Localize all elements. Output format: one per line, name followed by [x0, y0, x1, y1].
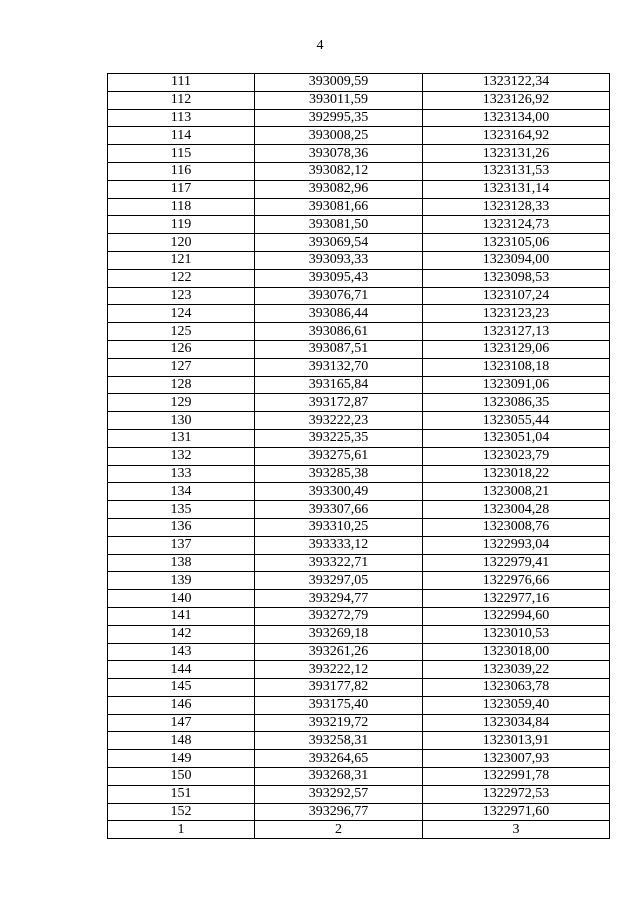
- y-coordinate-cell: 1323131,26: [423, 145, 610, 163]
- x-coordinate-cell: 393087,51: [255, 340, 423, 358]
- point-number-cell: 151: [108, 785, 255, 803]
- x-coordinate-cell: 393095,43: [255, 269, 423, 287]
- y-coordinate-cell: 1323008,76: [423, 518, 610, 536]
- point-number-cell: 121: [108, 251, 255, 269]
- point-number-cell: 138: [108, 554, 255, 572]
- point-number-cell: 135: [108, 501, 255, 519]
- x-coordinate-cell: 393086,44: [255, 305, 423, 323]
- x-coordinate-cell: 393264,65: [255, 750, 423, 768]
- y-coordinate-cell: 1323164,92: [423, 127, 610, 145]
- table-row: [108, 732, 610, 750]
- column-number-row: [108, 821, 610, 839]
- y-coordinate-cell: 1323105,06: [423, 234, 610, 252]
- column-number-cell: 2: [255, 821, 423, 839]
- y-coordinate-cell: 1323018,00: [423, 643, 610, 661]
- point-number-cell: 147: [108, 714, 255, 732]
- point-number-cell: 152: [108, 803, 255, 821]
- table-row: [108, 162, 610, 180]
- x-coordinate-cell: 393082,12: [255, 162, 423, 180]
- y-coordinate-cell: 1323098,53: [423, 269, 610, 287]
- table-row: [108, 768, 610, 786]
- table-row: [108, 216, 610, 234]
- point-number-cell: 116: [108, 162, 255, 180]
- x-coordinate-cell: 393261,26: [255, 643, 423, 661]
- point-number-cell: 149: [108, 750, 255, 768]
- x-coordinate-cell: 393269,18: [255, 625, 423, 643]
- point-number-cell: 125: [108, 323, 255, 341]
- y-coordinate-cell: 1323131,53: [423, 162, 610, 180]
- table-row: [108, 696, 610, 714]
- x-coordinate-cell: 393222,23: [255, 412, 423, 430]
- point-number-cell: 117: [108, 180, 255, 198]
- x-coordinate-cell: 393086,61: [255, 323, 423, 341]
- x-coordinate-cell: 393310,25: [255, 518, 423, 536]
- table-row: [108, 91, 610, 109]
- x-coordinate-cell: 393296,77: [255, 803, 423, 821]
- x-coordinate-cell: 393292,57: [255, 785, 423, 803]
- point-number-cell: 137: [108, 536, 255, 554]
- y-coordinate-cell: 1323004,28: [423, 501, 610, 519]
- y-coordinate-cell: 1322991,78: [423, 768, 610, 786]
- y-coordinate-cell: 1323018,22: [423, 465, 610, 483]
- table-row: [108, 412, 610, 430]
- y-coordinate-cell: 1323123,23: [423, 305, 610, 323]
- table-row: [108, 287, 610, 305]
- point-number-cell: 126: [108, 340, 255, 358]
- y-coordinate-cell: 1323023,79: [423, 447, 610, 465]
- point-number-cell: 140: [108, 590, 255, 608]
- point-number-cell: 146: [108, 696, 255, 714]
- table-row: [108, 376, 610, 394]
- column-number-cell: 1: [108, 821, 255, 839]
- table-row: [108, 127, 610, 145]
- coordinates-table-body: [108, 74, 610, 839]
- point-number-cell: 122: [108, 269, 255, 287]
- table-row: [108, 501, 610, 519]
- y-coordinate-cell: 1322979,41: [423, 554, 610, 572]
- table-row: [108, 785, 610, 803]
- point-number-cell: 133: [108, 465, 255, 483]
- table-row: [108, 750, 610, 768]
- point-number-cell: 148: [108, 732, 255, 750]
- point-number-cell: 128: [108, 376, 255, 394]
- x-coordinate-cell: 393011,59: [255, 91, 423, 109]
- x-coordinate-cell: 393307,66: [255, 501, 423, 519]
- table-row: [108, 234, 610, 252]
- point-number-cell: 119: [108, 216, 255, 234]
- point-number-cell: 123: [108, 287, 255, 305]
- table-row: [108, 679, 610, 697]
- x-coordinate-cell: 393175,40: [255, 696, 423, 714]
- y-coordinate-cell: 1322972,53: [423, 785, 610, 803]
- y-coordinate-cell: 1323127,13: [423, 323, 610, 341]
- y-coordinate-cell: 1323055,44: [423, 412, 610, 430]
- point-number-cell: 115: [108, 145, 255, 163]
- y-coordinate-cell: 1323129,06: [423, 340, 610, 358]
- x-coordinate-cell: 393081,66: [255, 198, 423, 216]
- table-row: [108, 518, 610, 536]
- x-coordinate-cell: 393322,71: [255, 554, 423, 572]
- table-row: [108, 269, 610, 287]
- point-number-cell: 124: [108, 305, 255, 323]
- x-coordinate-cell: 393093,33: [255, 251, 423, 269]
- x-coordinate-cell: 393219,72: [255, 714, 423, 732]
- page-number: 4: [316, 38, 324, 53]
- y-coordinate-cell: 1323063,78: [423, 679, 610, 697]
- y-coordinate-cell: 1323010,53: [423, 625, 610, 643]
- x-coordinate-cell: 393258,31: [255, 732, 423, 750]
- x-coordinate-cell: 393069,54: [255, 234, 423, 252]
- table-row: [108, 447, 610, 465]
- x-coordinate-cell: 393172,87: [255, 394, 423, 412]
- y-coordinate-cell: 1323128,33: [423, 198, 610, 216]
- y-coordinate-cell: 1323094,00: [423, 251, 610, 269]
- table-row: [108, 590, 610, 608]
- table-row: [108, 643, 610, 661]
- x-coordinate-cell: 393333,12: [255, 536, 423, 554]
- table-row: [108, 251, 610, 269]
- x-coordinate-cell: 393300,49: [255, 483, 423, 501]
- y-coordinate-cell: 1322976,66: [423, 572, 610, 590]
- point-number-cell: 127: [108, 358, 255, 376]
- y-coordinate-cell: 1322977,16: [423, 590, 610, 608]
- y-coordinate-cell: 1322994,60: [423, 607, 610, 625]
- table-row: [108, 483, 610, 501]
- table-row: [108, 74, 610, 92]
- y-coordinate-cell: 1323008,21: [423, 483, 610, 501]
- point-number-cell: 130: [108, 412, 255, 430]
- x-coordinate-cell: 392995,35: [255, 109, 423, 127]
- table-row: [108, 625, 610, 643]
- table-row: [108, 198, 610, 216]
- x-coordinate-cell: 393165,84: [255, 376, 423, 394]
- table-row: [108, 661, 610, 679]
- x-coordinate-cell: 393009,59: [255, 74, 423, 92]
- y-coordinate-cell: 1323007,93: [423, 750, 610, 768]
- x-coordinate-cell: 393285,38: [255, 465, 423, 483]
- y-coordinate-cell: 1323124,73: [423, 216, 610, 234]
- x-coordinate-cell: 393268,31: [255, 768, 423, 786]
- y-coordinate-cell: 1323051,04: [423, 429, 610, 447]
- y-coordinate-cell: 1323126,92: [423, 91, 610, 109]
- table-row: [108, 109, 610, 127]
- point-number-cell: 118: [108, 198, 255, 216]
- table-row: [108, 394, 610, 412]
- point-number-cell: 114: [108, 127, 255, 145]
- point-number-cell: 139: [108, 572, 255, 590]
- point-number-cell: 112: [108, 91, 255, 109]
- table-row: [108, 572, 610, 590]
- point-number-cell: 134: [108, 483, 255, 501]
- y-coordinate-cell: 1323091,06: [423, 376, 610, 394]
- y-coordinate-cell: 1323134,00: [423, 109, 610, 127]
- table-row: [108, 323, 610, 341]
- y-coordinate-cell: 1322993,04: [423, 536, 610, 554]
- y-coordinate-cell: 1323034,84: [423, 714, 610, 732]
- table-row: [108, 554, 610, 572]
- point-number-cell: 143: [108, 643, 255, 661]
- x-coordinate-cell: 393082,96: [255, 180, 423, 198]
- y-coordinate-cell: 1323122,34: [423, 74, 610, 92]
- point-number-cell: 111: [108, 74, 255, 92]
- table-row: [108, 803, 610, 821]
- table-row: [108, 536, 610, 554]
- table-row: [108, 465, 610, 483]
- y-coordinate-cell: 1322971,60: [423, 803, 610, 821]
- x-coordinate-cell: 393225,35: [255, 429, 423, 447]
- point-number-cell: 144: [108, 661, 255, 679]
- column-number-cell: 3: [423, 821, 610, 839]
- table-row: [108, 145, 610, 163]
- x-coordinate-cell: 393078,36: [255, 145, 423, 163]
- point-number-cell: 129: [108, 394, 255, 412]
- point-number-cell: 136: [108, 518, 255, 536]
- table-row: [108, 607, 610, 625]
- y-coordinate-cell: 1323108,18: [423, 358, 610, 376]
- y-coordinate-cell: 1323131,14: [423, 180, 610, 198]
- x-coordinate-cell: 393272,79: [255, 607, 423, 625]
- x-coordinate-cell: 393076,71: [255, 287, 423, 305]
- x-coordinate-cell: 393297,05: [255, 572, 423, 590]
- point-number-cell: 141: [108, 607, 255, 625]
- x-coordinate-cell: 393132,70: [255, 358, 423, 376]
- y-coordinate-cell: 1323013,91: [423, 732, 610, 750]
- y-coordinate-cell: 1323086,35: [423, 394, 610, 412]
- y-coordinate-cell: 1323107,24: [423, 287, 610, 305]
- table-row: [108, 358, 610, 376]
- x-coordinate-cell: 393177,82: [255, 679, 423, 697]
- table-row: [108, 340, 610, 358]
- coordinates-table: [107, 73, 610, 839]
- y-coordinate-cell: 1323059,40: [423, 696, 610, 714]
- y-coordinate-cell: 1323039,22: [423, 661, 610, 679]
- x-coordinate-cell: 393294,77: [255, 590, 423, 608]
- point-number-cell: 132: [108, 447, 255, 465]
- point-number-cell: 120: [108, 234, 255, 252]
- x-coordinate-cell: 393222,12: [255, 661, 423, 679]
- table-row: [108, 714, 610, 732]
- table-row: [108, 180, 610, 198]
- table-row: [108, 305, 610, 323]
- x-coordinate-cell: 393008,25: [255, 127, 423, 145]
- point-number-cell: 150: [108, 768, 255, 786]
- x-coordinate-cell: 393275,61: [255, 447, 423, 465]
- point-number-cell: 142: [108, 625, 255, 643]
- point-number-cell: 145: [108, 679, 255, 697]
- x-coordinate-cell: 393081,50: [255, 216, 423, 234]
- point-number-cell: 113: [108, 109, 255, 127]
- point-number-cell: 131: [108, 429, 255, 447]
- table-row: [108, 429, 610, 447]
